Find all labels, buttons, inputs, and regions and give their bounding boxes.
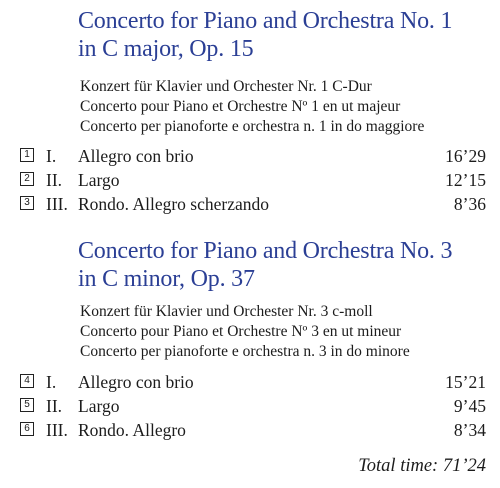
track-duration: 9’45	[453, 396, 486, 416]
track-number-box: 1	[20, 148, 34, 162]
track-row	[0, 146, 500, 170]
subtitle-italian: Concerto per pianoforte e orchestra n. 3 in do minore	[80, 343, 410, 360]
movement-numeral: III.	[46, 420, 68, 440]
track-row	[0, 420, 500, 444]
track-duration: 8’34	[453, 420, 486, 440]
track-number-box: 4	[20, 374, 34, 388]
movement-title: Allegro con brio	[78, 372, 194, 392]
concerto-title-line-2: in C major, Op. 15	[78, 36, 254, 62]
subtitle-french: Concerto pour Piano et Orchestre Nº 3 en ut mineur	[80, 323, 402, 340]
track-number-box: 6	[20, 422, 34, 436]
movement-numeral: III.	[46, 194, 68, 214]
movement-title: Largo	[78, 170, 120, 190]
track-number-box: 5	[20, 398, 34, 412]
track-duration: 15’21	[445, 372, 486, 392]
track-row	[0, 170, 500, 194]
subtitle-german: Konzert für Klavier und Orchester Nr. 3 c-moll	[80, 303, 373, 320]
total-time: Total time: 71’24	[358, 456, 486, 476]
track-duration: 8’36	[453, 194, 486, 214]
movement-numeral: I.	[46, 372, 57, 392]
subtitle-italian: Concerto per pianoforte e orchestra n. 1 in do maggiore	[80, 118, 425, 135]
subtitle-german: Konzert für Klavier und Orchester Nr. 1 C-Dur	[80, 78, 372, 95]
track-duration: 16’29	[445, 146, 486, 166]
subtitle-french: Concerto pour Piano et Orchestre Nº 1 en ut majeur	[80, 98, 401, 115]
movement-numeral: II.	[46, 170, 63, 190]
concerto-title-line-1: Concerto for Piano and Orchestra No. 1	[78, 8, 453, 34]
track-duration: 12’15	[445, 170, 486, 190]
track-row	[0, 372, 500, 396]
concerto-title-line-2: in C minor, Op. 37	[78, 266, 255, 292]
track-row	[0, 194, 500, 218]
movement-title: Rondo. Allegro scherzando	[78, 194, 269, 214]
concerto-title-line-1: Concerto for Piano and Orchestra No. 3	[78, 238, 453, 264]
movement-numeral: II.	[46, 396, 63, 416]
track-row	[0, 396, 500, 420]
movement-title: Largo	[78, 396, 120, 416]
movement-title: Allegro con brio	[78, 146, 194, 166]
movement-numeral: I.	[46, 146, 57, 166]
movement-title: Rondo. Allegro	[78, 420, 186, 440]
track-number-box: 3	[20, 196, 34, 210]
track-number-box: 2	[20, 172, 34, 186]
